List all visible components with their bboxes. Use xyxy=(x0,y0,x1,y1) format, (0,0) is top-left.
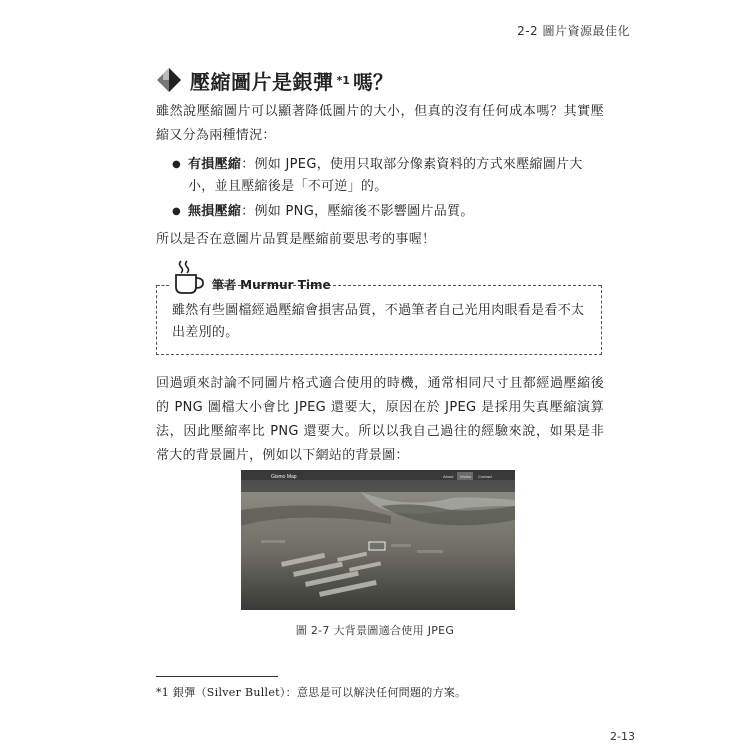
compression-types-list xyxy=(172,154,604,226)
bullet-text: ：例如 PNG，壓縮後不影響圖片品質。 xyxy=(241,204,474,219)
bullet-dot-icon: ● xyxy=(172,159,182,170)
coffee-cup-icon xyxy=(168,259,208,295)
screenshot-nav-about: About xyxy=(443,474,454,479)
bullet-term: 無損壓縮 xyxy=(188,204,242,219)
intro-paragraph: 雖然說壓縮圖片可以顯著降低圖片的大小，但真的沒有任何成本嗎？其實壓縮又分為兩種情況： xyxy=(156,104,604,143)
formats-paragraph: 回過頭來討論不同圖片格式適合使用的時機，通常相同尺寸且都經過壓縮後的 PNG 圖檔大小會比 JPEG 還要大，原因在於 JPEG 是採用失真壓縮演算法，因此壓縮率比 PNG 還要大。所以以我自己過往的經驗來說，如果是非常大的背景圖片，例如以下網站的背景圖： xyxy=(156,376,604,463)
footnote-marker[interactable]: *1 xyxy=(336,73,350,87)
screenshot-nav-contact: Contact xyxy=(478,474,492,479)
footnote: *1 銀彈（Silver Bullet）：意思是可以解決任何問題的方案。 xyxy=(156,686,467,699)
after-list-paragraph: 所以是否在意圖片品質是壓縮前要思考的事喔！ xyxy=(156,232,436,247)
website-screenshot xyxy=(241,470,515,610)
page-number: 2-13 xyxy=(610,730,635,743)
murmur-text: 雖然有些圖檔經過壓縮會損害品質，不過筆者自己光用肉眼看是看不太出差別的。 xyxy=(172,303,585,340)
section-title-tail: 嗎？ xyxy=(352,69,393,94)
bullet-term: 有損壓縮 xyxy=(188,157,242,172)
list-item xyxy=(172,154,604,198)
bullet-text: ：例如 JPEG，使用只取部分像素資料的方式來壓縮圖片大小，並且壓縮後是「不可逆」的。 xyxy=(188,157,583,194)
section-heading xyxy=(156,66,393,94)
screenshot-nav-works: Works xyxy=(460,474,472,479)
murmur-title: 筆者 Murmur Time xyxy=(212,278,331,292)
figure-image xyxy=(241,470,515,610)
figure-caption: 圖 2-7 大背景圖適合使用 JPEG xyxy=(295,624,455,637)
list-item xyxy=(172,201,604,223)
screenshot-site-name: Gismo Map xyxy=(271,474,297,480)
section-title: 壓縮圖片是銀彈 xyxy=(190,69,334,94)
bullet-dot-icon: ● xyxy=(172,206,182,217)
running-header: 2-2 圖片資源最佳化 xyxy=(517,24,630,38)
diamond-bullet-icon xyxy=(156,67,182,93)
footnote-rule xyxy=(156,676,278,677)
